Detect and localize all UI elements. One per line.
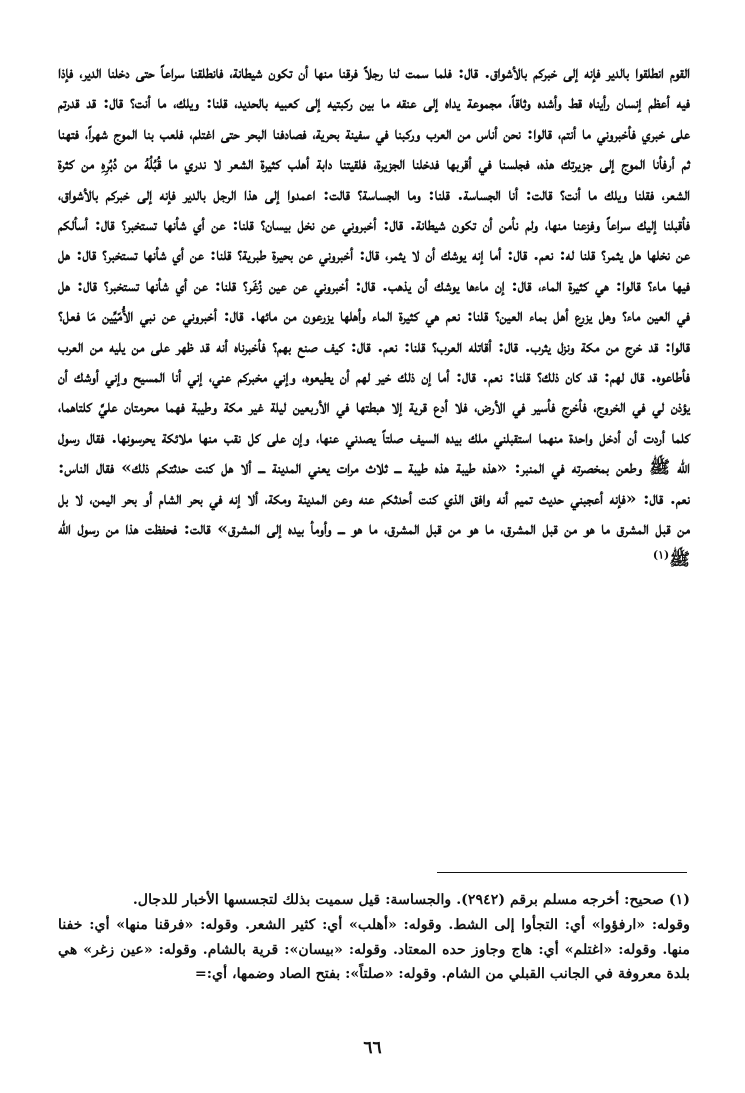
footnotes-block xyxy=(58,888,690,987)
footnote-divider xyxy=(437,872,687,873)
main-text-block xyxy=(58,58,690,575)
footnote-line: وقوله: «ارفؤوا» أي: التجأوا إلى الشط. وقوله: «أهلب» أي: كثير الشعر. وقوله: «فرقنا منها» أي: خفنا منها. وقوله: «اغتلم» أي: هاج وجاوز حده المعتاد. وقوله: «بيسان»: قرية بالشام. وقوله: «عين زغر» هي بلدة معروفة في الجانب القبلي من الشام. وقوله: «صلتاً»: بفتح الصاد وضمها، أي:= xyxy=(58,916,690,983)
footnote-marker: (١) xyxy=(652,547,670,561)
page-number: ٦٦ xyxy=(363,1038,382,1058)
main-paragraph-text: القوم انطلقوا بالدير فإنه إلى خبركم بالأشواق. قال: فلما سمت لنا رجلاً فرقنا منها أن تكون شيطانة، فانطلقنا سراعاً حتى دخلنا الدير، فإذا فيه أعظم إنسان رأيناه قط وأشده وثاقاً، مجموعة يداه إلى عنقه ما بين ركبتيه إلى كعبيه بالحديد، قلنا: ويلك، ما أنت؟ قال: قد قدرتم على خبري فأخبروني ما أنتم، قالوا: نحن أناس من العرب وركبنا في سفينة بحرية، فصادفنا البحر حتى اغتلم، فلعب بنا الموج شهراً، فتهنا ثم أرفأنا الموج إلى جزيرتك هذه، فجلسنا في أقربها فدخلنا الجزيرة، فلقيتنا دابة أهلب كثيرة الشعر لا ندري ما قُبُلُهُ من دُبُرِهِ من كثرة الشعر، فقلنا ويلك ما أنت؟ قالت: أنا الجساسة. قلنا: وما الجساسة؟ قالت: اعمدوا إلى هذا الرجل بالدير فإنه إلى خبركم بالأشواق، فأقبلنا إليك سراعاً وفزعنا منها، ولم نأمن أن تكون شيطانة. قال: أخبروني عن نخل بيسان؟ قلنا: عن أي شأنها تستخبر؟ قال: أسألكم عن نخلها هل يثمر؟ قلنا له: نعم. قال: أما إنه يوشك أن لا يثمر، قال: أخبروني عن بحيرة طبرية؟ قلنا: عن أي شأنها تستخبر؟ قال: هل فيها ماء؟ قالوا: هي كثيرة الماء، قال: إن ماءها يوشك أن يذهب. قال: أخبروني عن عين زُغَر؟ قلنا: عن أي شأنها تستخبر؟ قال: هل في العين ماء؟ وهل يزرع أهل بماء العين؟ قلنا: نعم هي كثيرة الماء وأهلها يزرعون من مائها. قال: أخبروني عن نبي الأُمّيِّين مَا فعل؟ قالوا: قد خرج من مكة ونزل يثرب. قال: أقاتله العرب؟ قلنا: نعم. قال: كيف صنع بهم؟ فأخبرناه أنه قد ظهر على من يليه من العرب فأطاعوه. قال لهم: قد كان ذلك؟ قلنا: نعم. قال: أما إن ذلك خير لهم أن يطيعوه، وإني مخبركم عني، إني أنا المسيح وإني أوشك أن يؤذن لي في الخروج، فأخرج فأسير في الأرض، فلا أدع قرية إلا هبطتها في الأربعين ليلة غير مكة وطيبة فهما محرمتان عليَّ كلتاهما، كلما أردت أن أدخل واحدة منهما استقبلني ملك بيده السيف صلتاً يصدني عنها، وإن على كل نقب منها ملائكة يحرسونها. فقال رسول الله ﷺ وطعن بمخصرته في المنبر: «هذه طيبة هذه طيبة ـــ ثلاث مرات يعني المدينة ـــ ألا هل كنت حدثتكم ذلك» فقال الناس: نعم. قال: «فإنه أعجبني حديث تميم أنه وافق الذي كنت أحدثكم عنه وعن المدينة ومكة، ألا إنه في بحر الشام أو بحر اليمن، لا بل من قبل المشرق ما هو من قبل المشرق، ما هو من قبل المشرق، ما هو ـــ وأومأ بيده إلى المشرق» قالت: فحفظت هذا من رسول الله ﷺ xyxy=(58,63,690,570)
footnote-line: (١) صحيح: أخرجه مسلم برقم (٢٩٤٢). والجساسة: قيل سميت بذلك لتجسسها الأخبار للدجال. xyxy=(132,892,690,908)
main-paragraph xyxy=(58,58,690,575)
